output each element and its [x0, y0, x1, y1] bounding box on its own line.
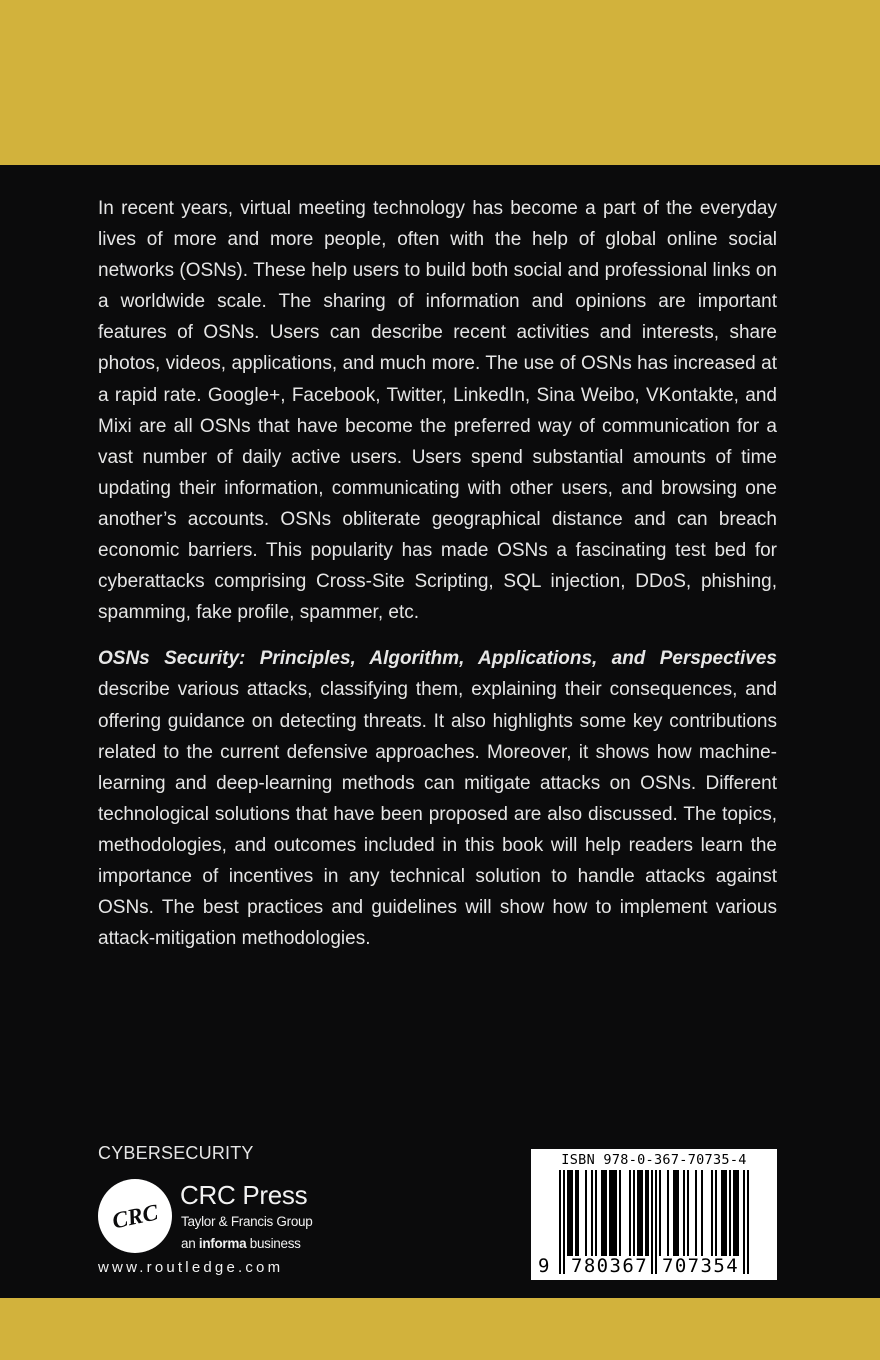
isbn-barcode [531, 1149, 777, 1280]
barcode-bar [743, 1170, 745, 1274]
barcode-bar [619, 1170, 621, 1256]
publisher-informa-line [181, 1236, 301, 1251]
crc-logo-icon [96, 1177, 174, 1255]
barcode-bar [595, 1170, 597, 1256]
barcode-bar [585, 1170, 587, 1256]
barcode-bar [637, 1170, 639, 1256]
barcode-bar [659, 1170, 661, 1256]
barcode-bar [667, 1170, 669, 1256]
book-title: OSNs Security: Principles, Algorithm, Applications, and Perspectives [98, 648, 777, 670]
isbn-number: ISBN 978-0-367-70735-4 [561, 1152, 747, 1168]
barcode-bar [747, 1170, 749, 1274]
barcode-bar [575, 1170, 577, 1256]
blurb-paragraph-2 [98, 643, 777, 954]
barcode-bar [577, 1170, 579, 1256]
publisher-url[interactable]: www.routledge.com [98, 1259, 284, 1276]
barcode-bar [563, 1170, 565, 1274]
barcode-bar [651, 1170, 653, 1274]
barcode-bar [729, 1170, 731, 1256]
barcode-bar [633, 1170, 635, 1256]
barcode-bar [701, 1170, 703, 1256]
barcode-bar [641, 1170, 643, 1256]
informa-prefix: an [181, 1236, 199, 1251]
barcode-bar [615, 1170, 617, 1256]
publisher-name: CRC Press [180, 1180, 308, 1210]
barcode-bar [571, 1170, 573, 1256]
barcode-bar [733, 1170, 735, 1256]
blurb-paragraph-2-text: describe various attacks, classifying them, explaining their consequences, and offering guidance on detecting threats. It also highlights some key contributions related to the current defensive approaches. Moreover, it shows how machine-learning and deep-learning methods can mitigate attacks on OSNs. Different technological solutions that have been proposed are also discussed. The topics, methodologies, and outcomes included in this book will help readers learn the importance of incentives in any technical solution to handle attacks against OSNs. The best practices and guidelines will show how to implement various attack-mitigation methodologies. [98, 679, 777, 950]
barcode-bar [639, 1170, 641, 1256]
ean-right-digits: 707354 [662, 1255, 740, 1277]
barcode-bar [647, 1170, 649, 1256]
barcode-bar [687, 1170, 689, 1256]
barcode-bar [715, 1170, 717, 1256]
crc-logo-text: CRC [109, 1199, 161, 1234]
bottom-color-band [0, 1298, 880, 1360]
barcode-bar [735, 1170, 737, 1256]
barcode-bar [569, 1170, 571, 1256]
barcode-bar [605, 1170, 607, 1256]
barcode-bar [695, 1170, 697, 1256]
barcode-bar [655, 1170, 657, 1274]
barcode-bar [603, 1170, 605, 1256]
barcode-bar [559, 1170, 561, 1274]
barcode-bar [601, 1170, 603, 1256]
barcode-bar [591, 1170, 593, 1256]
barcode-bar [611, 1170, 613, 1256]
barcode-bar [629, 1170, 631, 1256]
barcode-bar [683, 1170, 685, 1256]
informa-brand: informa [198, 1236, 247, 1251]
top-color-band [0, 0, 880, 165]
barcode-bar [675, 1170, 677, 1256]
publisher-group: Taylor & Francis Group [181, 1214, 313, 1229]
subject-category: CYBERSECURITY [98, 1143, 254, 1163]
barcode-bar [677, 1170, 679, 1256]
barcode-bar [613, 1170, 615, 1256]
informa-suffix: business [246, 1236, 301, 1251]
barcode-bar [673, 1170, 675, 1256]
barcode-bar [725, 1170, 727, 1256]
barcode-bar [609, 1170, 611, 1256]
barcode-bar [711, 1170, 713, 1256]
barcode-bar [723, 1170, 725, 1256]
cover-blurb [98, 193, 777, 954]
ean-lead-digit: 9 [538, 1255, 550, 1277]
ean-left-digits: 780367 [571, 1255, 649, 1277]
barcode-bar [645, 1170, 647, 1256]
barcode-bar [567, 1170, 569, 1256]
barcode-bar [721, 1170, 723, 1256]
blurb-paragraph-1: In recent years, virtual meeting technology has become a part of the everyday lives of more and more people, often with the help of global online social networks (OSNs). These help users to build both social and professional links on a worldwide scale. The sharing of information and opinions are important features of OSNs. Users can describe recent activities and interests, share photos, videos, applications, and much more. The use of OSNs has increased at a rapid rate. Google+, Facebook, Twitter, LinkedIn, Sina Weibo, VKontakte, and Mixi are all OSNs that have become the preferred way of communication for a vast number of daily active users. Users spend substantial amounts of time updating their information, communicating with other users, and browsing one another’s accounts. OSNs obliterate geographical distance and can breach economic barriers. This popularity has made OSNs a fascinating test bed for cyberattacks comprising Cross-Site Scripting, SQL injection, DDoS, phishing, spamming, fake profile, spammer, etc. [98, 198, 777, 624]
barcode-bar [737, 1170, 739, 1256]
